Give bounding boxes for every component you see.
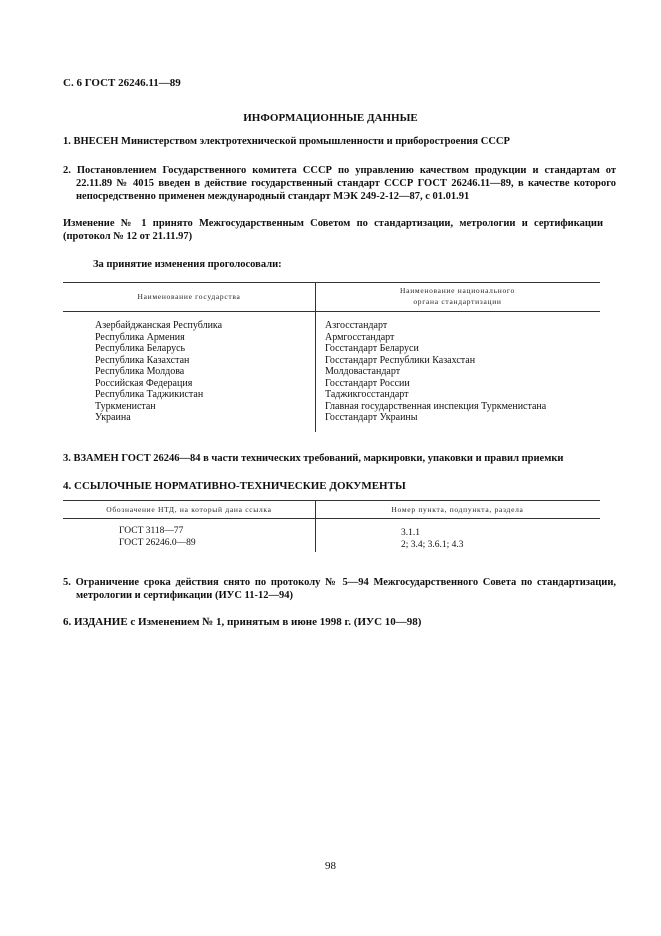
section-1: 1. ВНЕСЕН Министерством электротехнической промышленности и приборостроения СССР [63,136,510,147]
table-top-rule [63,282,600,283]
col-header-state: Наименование государства [137,292,241,301]
table-row-body: Армгосстандарт [325,331,395,343]
table-row-state: Российская Федерация [95,377,193,389]
docs-column [119,526,196,549]
col-header-clause: Номер пункта, подпункта, раздела [391,505,524,514]
table-row-clause: 2; 3.4; 3.6.1; 4.3 [401,539,464,550]
table-row-state: Украина [95,412,131,423]
page-number: 98 [325,860,336,872]
table-row-state: Республика Беларусь [95,343,186,354]
states-column [95,320,222,424]
table-row-body: Госстандарт Беларуси [325,343,419,354]
voted-label: За принятие изменения проголосовали: [93,259,282,270]
section-4: 4. ССЫЛОЧНЫЕ НОРМАТИВНО-ТЕХНИЧЕСКИЕ ДОКУМЕНТЫ [63,480,406,492]
table-row-doc: ГОСТ 26246.0—89 [119,537,196,548]
table-row-body: Молдовастандарт [325,366,401,377]
section-2: 2. Постановлением Государственного комитета СССР по управлению качеством продукции и стандартам от 22.11.89 № 4015 введен в действие государственный стандарт СССР ГОСТ 26246.11—89, в качестве которого непосредственно применен международный стандарт МЭК 249-2-12—87, с 01.01.91 [63,165,616,202]
table-header-rule [63,311,600,312]
table-row-body: Таджикгосстандарт [325,389,409,400]
table-row-state: Республика Армения [95,331,185,343]
table-row-body: Госстандарт России [325,377,410,389]
section-6: 6. ИЗДАНИЕ с Изменением № 1, принятым в июне 1998 г. (ИУС 10—98) [63,616,422,628]
ref-table-top-rule [63,500,600,501]
table-row-body: Азгосстандарт [325,320,388,331]
table-row-body: Госстандарт Украины [325,412,418,423]
section-3: 3. ВЗАМЕН ГОСТ 26246—84 в части технических требований, маркировки, упаковки и правил приемки [63,453,564,464]
table-row-doc: ГОСТ 3118—77 [119,526,184,536]
page-header: С. 6 ГОСТ 26246.11—89 [63,77,181,89]
col-header-doc: Обозначение НТД, на который дана ссылка [106,505,272,514]
bodies-column [325,320,546,424]
section-5: 5. Ограничение срока действия снято по протоколу № 5—94 Межгосударственного Совета по стандартизации, метрологии и сертификации (ИУС 11-12—94) [63,577,616,601]
table-row-body: Главная государственная инспекция Туркменистана [325,400,547,412]
table-row-body: Госстандарт Республики Казахстан [325,354,476,366]
table-row-state: Туркменистан [95,400,156,412]
table-row-clause: 3.1.1 [401,528,420,538]
col-header-body-line1: Наименование национального [400,286,515,295]
table-row-state: Азербайджанская Республика [95,320,223,331]
table-row-state: Республика Молдова [95,366,185,377]
table-row-state: Республика Таджикистан [95,389,204,400]
ref-table-header-rule [63,518,600,519]
clauses-column [401,528,464,551]
table-row-state: Республика Казахстан [95,354,190,366]
col-header-body-line2: органа стандартизации [413,297,502,306]
col-header-body [315,285,600,307]
page-title: ИНФОРМАЦИОННЫЕ ДАННЫЕ [243,112,418,124]
amendment-note: Изменение № 1 принято Межгосударственным Советом по стандартизации, метрологии и сертификации (протокол № 12 от 21.11.97) [63,218,603,242]
